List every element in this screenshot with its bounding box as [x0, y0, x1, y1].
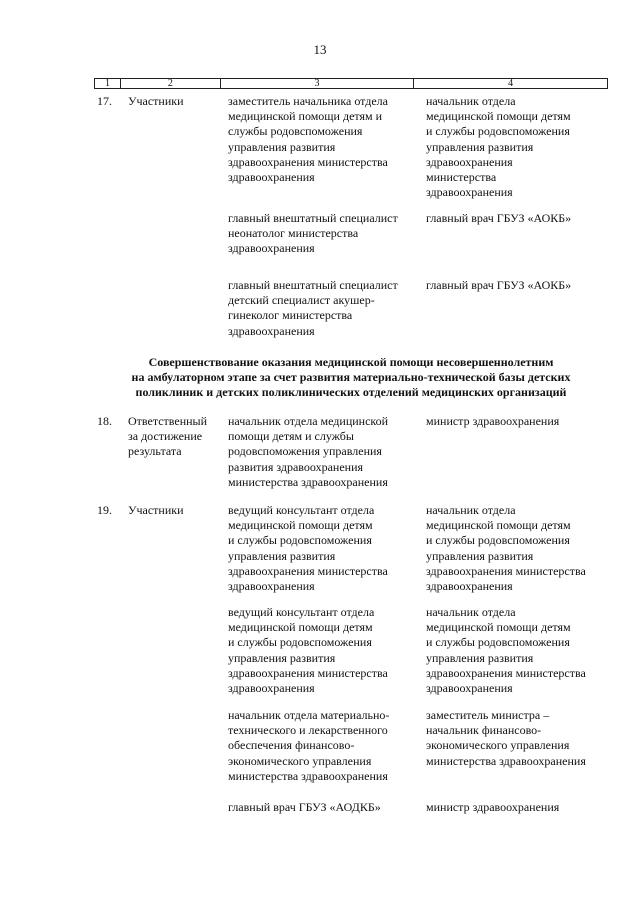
supervisor-cell [426, 94, 612, 200]
text-line: медицинской помощи детям [426, 620, 571, 635]
text-line: министр здравоохранения [426, 800, 560, 814]
text-line: здравоохранения [228, 170, 315, 185]
text-line: здравоохранения [426, 681, 513, 696]
text-line: службы родовспоможения [228, 124, 363, 139]
text-line: министр здравоохранения [426, 414, 560, 428]
section-title [94, 355, 608, 401]
text-line: технического и лекарственного [228, 723, 388, 738]
row-role [128, 414, 220, 460]
text-line: здравоохранения министерства [228, 154, 388, 169]
text-line: и службы родовспоможения [426, 635, 570, 650]
text-line: здравоохранения [426, 579, 513, 594]
text-line: начальник отдела медицинской [228, 414, 389, 428]
column-number-header [94, 78, 608, 89]
text-line: заместитель министра – [426, 708, 550, 722]
supervisor-cell [426, 605, 612, 696]
text-line: гинеколог министерства [228, 308, 353, 323]
text-line: здравоохранения [426, 185, 513, 200]
text-line: и службы родовспоможения [228, 533, 372, 548]
column-number-3: 3 [220, 79, 414, 89]
column-number-1: 1 [95, 79, 121, 89]
text-line: здравоохранения министерства [228, 665, 388, 680]
position-cell [228, 414, 418, 490]
text-line: главный врач ГБУЗ «АОДКБ» [228, 800, 381, 814]
text-line: детский специалист акушер- [228, 293, 375, 308]
text-line: здравоохранения министерства [426, 665, 586, 680]
text-line: родовспоможения управления [228, 444, 382, 459]
text-line: и службы родовспоможения [228, 635, 372, 650]
text-line: начальник отдела материально- [228, 708, 390, 722]
supervisor-cell [426, 800, 612, 815]
page-number: 13 [313, 42, 327, 57]
supervisor-cell [426, 414, 612, 429]
section-title-line: на амбулаторном этапе за счет развития материально-технической базы детских [131, 370, 571, 385]
text-line: министерства здравоохранения [426, 753, 586, 768]
row-number: 17. [97, 94, 112, 108]
row-role [128, 94, 220, 109]
position-cell [228, 708, 418, 784]
position-cell [228, 605, 418, 696]
position-cell [228, 503, 418, 594]
section-title-line: Совершенствование оказания медицинской помощи несовершеннолетним [148, 355, 554, 369]
text-line: главный внештатный специалист [228, 211, 398, 225]
text-line: управления развития [228, 139, 336, 154]
text-line: ведущий консультант отдела [228, 605, 375, 619]
text-line: министерства [426, 170, 497, 185]
text-line: медицинской помощи детям и [228, 109, 383, 124]
text-line: здравоохранения [228, 241, 315, 256]
text-line: развития здравоохранения [228, 459, 364, 474]
text-line: главный внештатный специалист [228, 278, 398, 292]
text-line: управления развития [426, 139, 534, 154]
text-line: управления развития [228, 650, 336, 665]
text-line: ведущий консультант отдела [228, 503, 375, 517]
text-line: здравоохранения министерства [426, 563, 586, 578]
position-cell [228, 278, 418, 339]
text-line: начальник отдела [426, 503, 516, 517]
row-number: 19. [97, 503, 112, 517]
text-line: заместитель начальника отдела [228, 94, 388, 108]
position-cell [228, 94, 418, 185]
text-line: управления развития [426, 650, 534, 665]
text-line: здравоохранения [228, 323, 315, 338]
role-line: Участники [128, 94, 184, 108]
text-line: здравоохранения [228, 579, 315, 594]
role-line: результата [128, 444, 182, 459]
role-line: Ответственный [128, 414, 208, 428]
text-line: управления развития [228, 548, 336, 563]
text-line: медицинской помощи детям [426, 518, 571, 533]
row-role [128, 503, 220, 518]
row-number: 18. [97, 414, 112, 428]
text-line: и службы родовспоможения [426, 533, 570, 548]
text-line: экономического управления [228, 753, 372, 768]
text-line: и службы родовспоможения [426, 124, 570, 139]
section-title-line: поликлиник и детских поликлинических отделений медицинских организаций [135, 385, 567, 400]
role-line: Участники [128, 503, 184, 517]
text-line: неонатолог министерства [228, 226, 359, 241]
text-line: начальник отдела [426, 605, 516, 619]
text-line: начальник финансово- [426, 723, 542, 738]
text-line: управления развития [426, 548, 534, 563]
role-line: за достижение [128, 429, 203, 444]
column-number-2: 2 [120, 79, 220, 89]
text-line: экономического управления [426, 738, 570, 753]
supervisor-cell [426, 278, 612, 293]
supervisor-cell [426, 503, 612, 594]
text-line: начальник отдела [426, 94, 516, 108]
text-line: здравоохранения [426, 154, 513, 169]
text-line: здравоохранения [228, 681, 315, 696]
text-line: медицинской помощи детям [228, 518, 373, 533]
text-line: главный врач ГБУЗ «АОКБ» [426, 278, 572, 292]
text-line: главный врач ГБУЗ «АОКБ» [426, 211, 572, 225]
position-cell [228, 211, 418, 257]
supervisor-cell [426, 211, 612, 226]
text-line: министерства здравоохранения [228, 768, 388, 783]
text-line: министерства здравоохранения [228, 474, 388, 489]
supervisor-cell [426, 708, 612, 769]
column-number-4: 4 [414, 79, 608, 89]
text-line: помощи детям и службы [228, 429, 354, 444]
text-line: медицинской помощи детям [426, 109, 571, 124]
text-line: здравоохранения министерства [228, 563, 388, 578]
text-line: медицинской помощи детям [228, 620, 373, 635]
position-cell [228, 800, 418, 815]
text-line: обеспечения финансово- [228, 738, 355, 753]
